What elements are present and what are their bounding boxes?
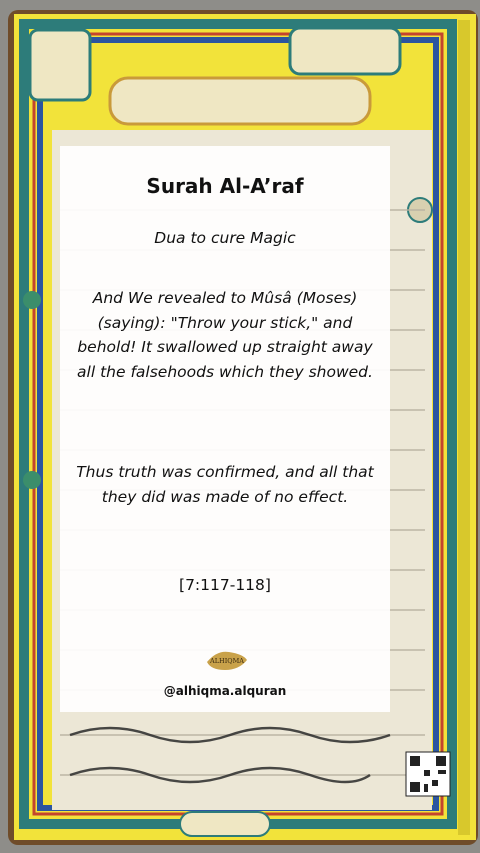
social-handle: @alhiqma.alquran — [163, 684, 287, 698]
verse-translation-117: And We revealed to Mûsâ (Moses) (saying): "Throw your stick," and behold! It swallowed up straight away all the falsehoods which they showed. — [77, 289, 373, 381]
qr-code-icon — [406, 752, 450, 796]
surah-title: Surah Al-A’raf — [146, 174, 304, 198]
svg-text:ALHIQMA: ALHIQMA — [210, 657, 244, 665]
translation-card — [60, 146, 390, 712]
verse-reference: [7:117-118] — [179, 576, 271, 594]
alhiqma-logo-icon — [205, 646, 249, 674]
dua-subtitle: Dua to cure Magic — [154, 229, 296, 247]
verse-translation-118: Thus truth was confirmed, and all that they did was made of no effect. — [76, 463, 374, 506]
